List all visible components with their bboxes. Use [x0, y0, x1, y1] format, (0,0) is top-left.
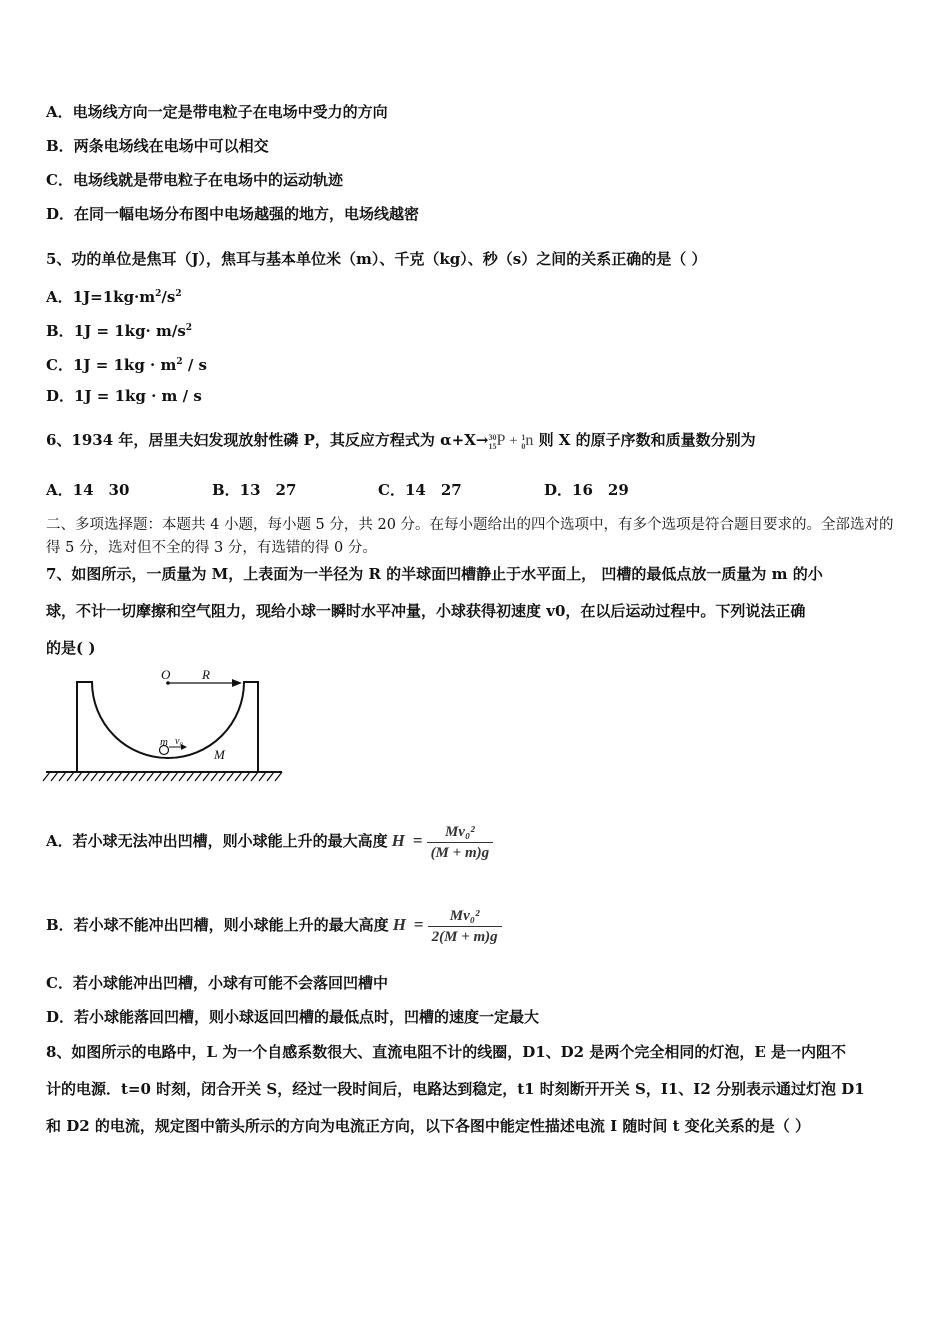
q5-stem: 5、功的单位是焦耳（J），焦耳与基本单位米（m）、千克（kg）、秒（s）之间的关系正确的是（ ）	[46, 250, 707, 268]
q6-option-c: C．14 27	[378, 481, 462, 499]
q7-stem-line3: 的是( )	[46, 639, 96, 657]
q4-option-a: A．电场线方向一定是带电粒子在电场中受力的方向	[46, 103, 388, 121]
q7-bowl-figure	[40, 662, 290, 786]
q5-option-d: D．1J = 1kg · m / s	[46, 387, 202, 405]
q8-stem-line1: 8、如图所示的电路中，L 为一个自感系数很大、直流电阻不计的线圈，D1、D2 是两个完全相同的灯泡，E 是一内阻不	[46, 1043, 846, 1061]
q5-option-a: A．$1J=1kg\cdot m^2/s^2$	[46, 288, 182, 306]
q6-option-b: B．13 27	[212, 481, 297, 499]
phosphorus-nuclide: 30 15P + 1 0n	[488, 432, 534, 451]
label-o: O	[161, 667, 171, 682]
q7-option-b: B．若小球不能冲出凹槽，则小球能上升的最大高度 H = $\frac{\text{Mv₀²}}{2(M + m)g}$	[46, 904, 502, 947]
q4-option-d: D．在同一幅电场分布图中电场越强的地方，电场线越密	[46, 205, 420, 223]
q8-stem-line3: 和 D2 的电流，规定图中箭头所示的方向为电流正方向，以下各图中能定性描述电流 I 随时间 t 变化关系的是（ ）	[46, 1117, 810, 1135]
q7-option-d: D．若小球能落回凹槽，则小球返回凹槽的最低点时，凹槽的速度一定最大	[46, 1008, 540, 1026]
q6-stem: 6、1934 年，居里夫妇发现放射性磷 P，其反应方程式为 α+X→30 15P + 1 0n 则 X 的原子序数和质量数分别为	[46, 431, 756, 451]
q8-stem-line2: 计的电源．t=0 时刻，闭合开关 S，经过一段时间后，电路达到稳定，t1 时刻断开开关 S，I1、I2 分别表示通过灯泡 D1	[46, 1080, 865, 1098]
q7-option-a: A．若小球无法冲出凹槽，则小球能上升的最大高度 H = $\frac{\text{Mv₀²}}{(M + m)g}$	[46, 820, 493, 863]
q7-option-c: C．若小球能冲出凹槽，小球有可能不会落回凹槽中	[46, 974, 388, 992]
q6-options	[46, 480, 710, 500]
q5-option-b: B．$1J = 1kg\cdot m/s^2$	[46, 322, 193, 340]
q4-option-c: C．电场线就是带电粒子在电场中的运动轨迹	[46, 171, 343, 189]
q7-stem-line2: 球，不计一切摩擦和空气阻力，现给小球一瞬时水平冲量，小球获得初速度 v0，在以后运动过程中。下列说法正确	[46, 602, 806, 620]
q4-option-b: B．两条电场线在电场中可以相交	[46, 137, 269, 155]
label-m: m	[160, 736, 168, 748]
label-r: R	[202, 667, 210, 682]
q7-stem-line1: 7、如图所示，一质量为 M，上表面为一半径为 R 的半球面凹槽静止于水平面上， 凹槽的最低点放一质量为 m 的小	[46, 565, 823, 583]
q6-option-d: D．16 29	[544, 481, 629, 499]
q6-option-a: A．14 30	[46, 481, 130, 499]
section2-heading: 二、多项选择题：本题共 4 小题，每小题 5 分，共 20 分。在每小题给出的四个选项中，有多个选项是符合题目要求的。全部选对的得 5 分，选对但不全的得 3 分，有选错的得 0 分。	[46, 517, 894, 556]
label-v0: v₀	[175, 736, 183, 747]
label-big-m: M	[214, 747, 225, 762]
q5-option-c: C．$1J = 1kg \cdot m^2 / s$	[46, 356, 207, 374]
